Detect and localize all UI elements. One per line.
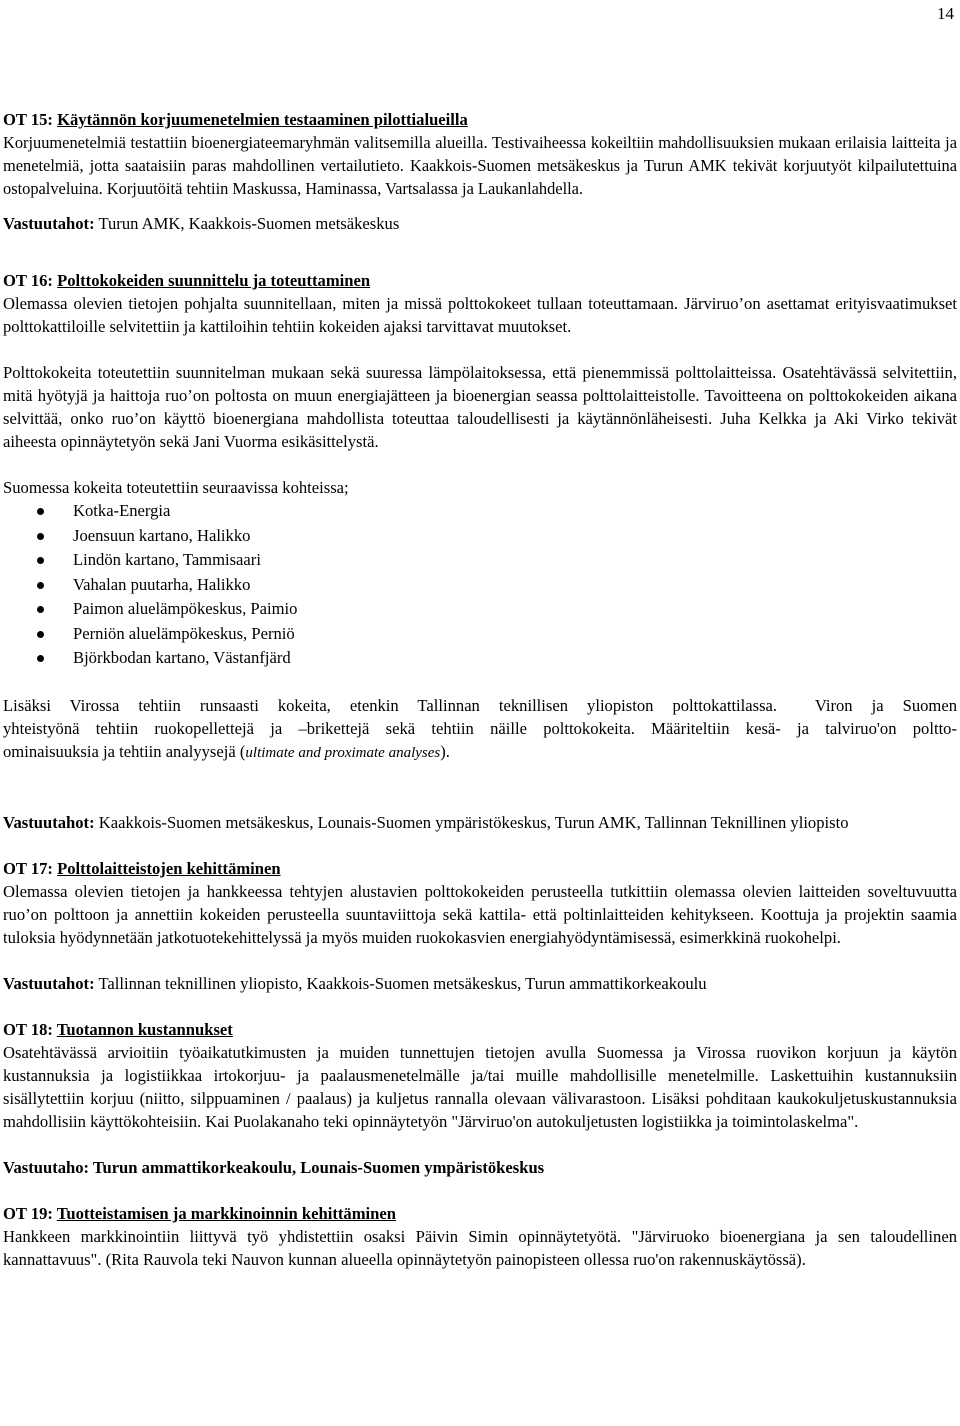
page-number: 14 [937, 4, 954, 23]
ot16-paragraph-3-line-2: yhteistyönä tehtiin ruokopellettejä ja –brikettejä sekä tehtiin näille polttokokeita. Määriteltiin kesä- ja talviruo'on poltto- [3, 718, 957, 738]
ot17-heading-title: Polttolaitteistojen kehittäminen [57, 858, 281, 878]
ot16-paragraph-3-line-1 [3, 694, 957, 717]
ot15-responsible-label: Vastuutahot: [3, 214, 95, 233]
bullet-icon [37, 631, 44, 638]
list-item [3, 573, 957, 598]
bullet-icon [37, 606, 44, 613]
ot16-responsible [3, 811, 957, 834]
site-name: Björkbodan kartano, Västanfjärd [73, 648, 291, 667]
ot16-p3-italic: ultimate and proximate analyses [245, 744, 441, 761]
ot16-p3-text-a: Lisäksi Virossa tehtiin runsaasti kokeita, etenkin Tallinnan teknillisen yliopiston polttokattilassa. [3, 695, 778, 715]
ot16-sites-intro: Suomessa kokeita toteutettiin seuraavissa kohteissa; [3, 478, 349, 497]
list-item [3, 499, 957, 524]
ot19-heading [3, 1202, 957, 1225]
site-name: Paimon aluelämpökeskus, Paimio [73, 599, 298, 618]
bullet-icon [37, 508, 44, 515]
ot18-body: Osatehtävässä arvioitiin työaikatutkimusten ja muiden tunnettujen tietojen avulla Suomessa ja Virossa ruovikon korjuun ja käytön kustannuksia ja logistiikkaa irtokorjuu- ja paalausmenetelmälle ja/tai muille mahdollisille menetelmille. Laskettuihin kustannuksiin sisällytettiin korjuu (niitto, silppuaminen / paalaus) ja kuljetus rannalla olevaan välivarastoon. Lisäksi pohditaan kaukokuljetuskustannuksia mahdollisiin käyttökohteisiin. Kai Puolakanaho teki opinnäytetyön "Järviruo'on autokuljetusten logistiikka ja toimintolaskelma". [3, 1042, 957, 1131]
ot19-body: Hankkeen markkinointiin liittyvä työ yhdistettiin osaksi Päivin Simin opinnäytetyötä. "Järviruoko bioenergiana ja sen taloudellinen kannattavuus". (Rita Rauvola teki Nauvon kunnan alueella opinnäytetyön painopisteen ollessa ruo'on rakennuskäytössä). [3, 1226, 957, 1269]
ot17-responsible-text: Tallinnan teknillinen yliopisto, Kaakkois-Suomen metsäkeskus, Turun ammattikorkeakoulu [94, 973, 707, 993]
site-name: Vahalan puutarha, Halikko [73, 574, 251, 594]
ot15-heading-prefix: OT 15: [3, 110, 58, 129]
bullet-icon [37, 655, 44, 662]
section-ot18 [3, 1018, 957, 1179]
site-name: Lindön kartano, Tammisaari [73, 550, 261, 569]
ot18-heading [3, 1018, 957, 1041]
ot16-responsible-text: Kaakkois-Suomen metsäkeskus, Lounais-Suomen ympäristökeskus, Turun AMK, Tallinnan Teknillinen yliopisto [94, 812, 849, 832]
ot16-responsible-label: Vastuutahot: [3, 812, 95, 832]
bullet-icon [37, 557, 44, 564]
ot16-heading-prefix: OT 16: [3, 271, 58, 290]
site-name: Perniön aluelämpökeskus, Perniö [73, 623, 295, 643]
ot18-heading-title: Tuotannon kustannukset [56, 1019, 233, 1039]
bullet-icon [37, 533, 44, 540]
bullet-icon [37, 582, 44, 589]
ot15-responsible-text: Turun AMK, Kaakkois-Suomen metsäkeskus [94, 214, 400, 233]
ot15-body: Korjuumenetelmiä testattiin bioenergiateemaryhmän valitsemilla alueilla. Testivaiheessa kokeiltiin mahdollisuuksien mukaan erilaisia laitteita ja menetelmiä, jotta saataisiin paras mahdollinen vertailutieto. Kaakkois-Suomen metsäkeskus ja Turun AMK tekivät korjuutyöt kilpailutettuina ostopalveluina. Korjuutöitä tehtiin Maskussa, Haminassa, Vartsalassa ja Laukanlahdella. [3, 133, 957, 198]
ot17-responsible [3, 972, 957, 995]
ot15-heading [3, 108, 957, 131]
site-name: Joensuun kartano, Halikko [73, 525, 251, 545]
ot16-p3-end: ). [440, 741, 450, 761]
ot18-heading-prefix: OT 18: [3, 1019, 57, 1039]
section-ot19 [3, 1202, 957, 1271]
list-item [3, 646, 957, 671]
ot16-paragraph-3-line-3 [3, 740, 957, 765]
ot15-responsible [3, 212, 957, 235]
ot16-p3-text-c: ominaisuuksia ja tehtiin analyysejä ( [3, 741, 246, 761]
ot16-heading [3, 269, 957, 292]
document-body [3, 108, 957, 1271]
ot16-sites-list [3, 499, 957, 671]
site-name: Kotka-Energia [73, 501, 171, 520]
section-ot15 [3, 108, 957, 235]
list-item [3, 597, 957, 622]
ot17-responsible-label: Vastuutahot: [3, 973, 95, 993]
ot19-heading-prefix: OT 19: [3, 1203, 57, 1223]
ot18-responsible: Vastuutaho: Turun ammattikorkeakoulu, Lounais-Suomen ympäristökeskus [3, 1157, 545, 1177]
ot17-heading [3, 857, 957, 880]
ot17-body: Olemassa olevien tietojen ja hankkeessa tehtyjen alustavien polttokokeiden perusteella tutkittiin olemassa olevien laitteiden soveltuvuutta ruo’on polttoon ja annettiin kokeiden perusteella suuntaviittoja sekä kattila- että poltinlaitteiden kehitykseen. Koottuja ja projektin saamia tuloksia hyödynnetään jatkotuotekehittelyssä ja myös muiden ruokokasvien energiahyödyntämisessä, esimerkkinä ruokohelpi. [3, 881, 957, 947]
ot15-heading-title: Käytännön korjuumenetelmien testaaminen pilottialueilla [57, 110, 468, 129]
list-item [3, 548, 957, 573]
ot17-heading-prefix: OT 17: [3, 858, 58, 878]
ot16-p3-text-b: Viron ja Suomen [814, 695, 957, 715]
ot16-heading-title: Polttokokeiden suunnittelu ja toteuttaminen [57, 271, 371, 290]
section-ot16 [3, 269, 957, 834]
list-item [3, 622, 957, 647]
ot16-paragraph-1: Olemassa olevien tietojen pohjalta suunnitellaan, miten ja missä polttokokeet tullaan toteuttamaan. Järviruo’on asettamat erityisvaatimukset polttokattiloille selvitettiin ja kattiloihin tehtiin kokeiden ajaksi tarvittavat muutokset. [3, 294, 957, 336]
ot16-paragraph-2: Polttokokeita toteutettiin suunnitelman mukaan sekä suuressa lämpölaitoksessa, että pienemmissä polttolaitteissa. Osatehtävässä selvitettiin, mitä hyötyjä ja haittoja ruo’on poltosta on muun energiajätteen ja bioenergian seassa polttolaitteistolle. Tavoitteena on polttokokeiden aikana selvittää, onko ruo’on käyttö bioenergiana mahdollista toteuttaa taloudellisesti ja käytännönläheisesti. Juha Kelkka ja Aki Virko tekivät aiheesta opinnäytetyön sekä Jani Vuorma esikäsittelystä. [3, 363, 957, 451]
section-ot17 [3, 857, 957, 995]
list-item [3, 524, 957, 549]
ot19-heading-title: Tuotteistamisen ja markkinoinnin kehittäminen [56, 1203, 396, 1223]
